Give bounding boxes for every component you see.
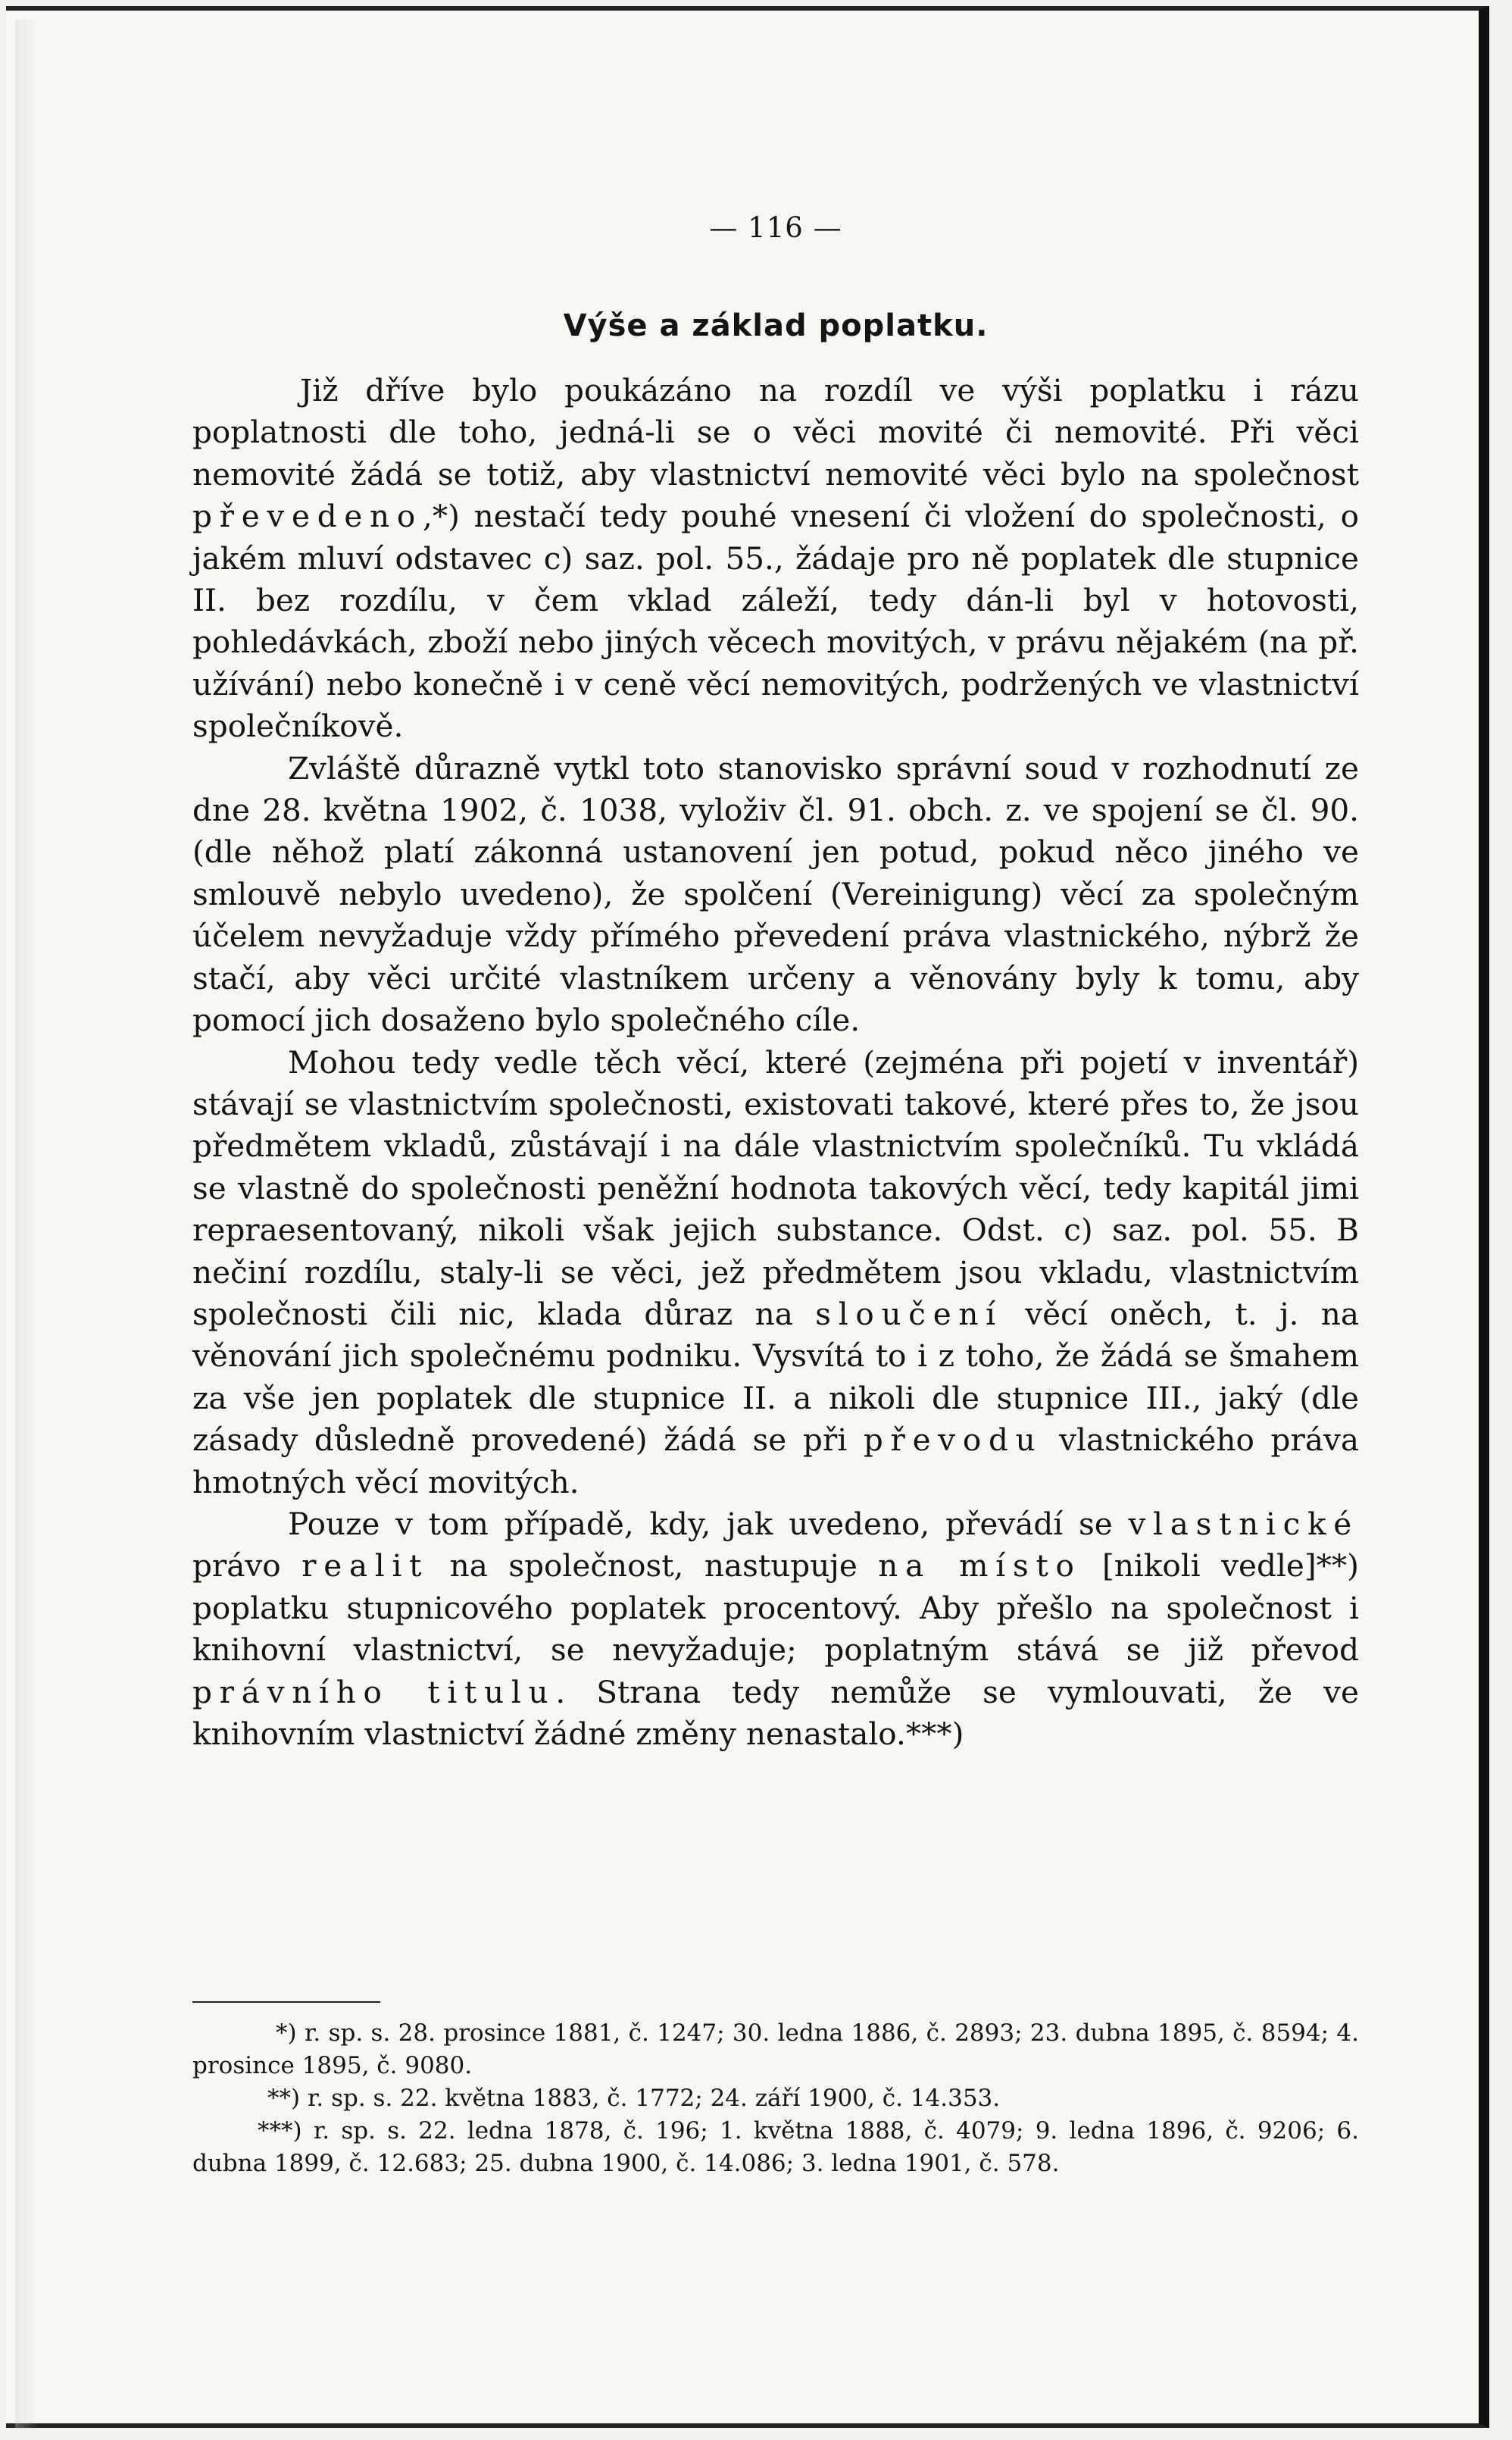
footnote: ***) r. sp. s. 22. ledna 1878, č. 196; 1. května 1888, č. 4079; 9. ledna 1896, č. 9206; 6. dubna 1899, č. 12.683; 25. dubna 1900, č. 14.086; 3. ledna 1901, č. 578.	[192, 2117, 1359, 2177]
page-number: — 116 —	[709, 211, 842, 244]
spaced-emphasis: právního titulu	[192, 1673, 556, 1710]
footnote-divider	[192, 2001, 380, 2003]
body-text	[192, 370, 1359, 1755]
spaced-emphasis: realit	[301, 1547, 430, 1584]
section-heading: Výše a základ poplatku.	[563, 308, 989, 343]
spaced-emphasis: na místo	[878, 1547, 1082, 1584]
paragraph: Pouze v tom případě, kdy, jak uvedeno, převádí se vlastnické právo realit na společnost, nastupuje na místo [nikoli vedle]**) poplatku stupnicového poplatek procentový. Aby přešlo na společnost i knihovní vlastnictví, se nevyžaduje; poplatným stává se již převod právního titulu. Strana tedy nemůže se vymlouvati, že ve knihovním vlastnictví žádné změny nenastalo.***)	[192, 1505, 1359, 1752]
spaced-emphasis: vlastnické	[1128, 1505, 1359, 1542]
footnotes	[192, 2017, 1359, 2180]
paragraph: Mohou tedy vedle těch věcí, které (zejména při pojetí v inventář) stávají se vlastnictvím společnosti, existovati takové, které přes to, že jsou předmětem vkladů, zůstávají i na dále vlastnictvím společníků. Tu vkládá se vlastně do společnosti peněžní hodnota takových věcí, tedy kapitál jimi repraesentovaný, nikoli však jejich substance. Odst. c) saz. pol. 55. B nečiní rozdílu, staly-li se věci, jež předmětem jsou vkladu, vlastnictvím společnosti čili nic, klada důraz na sloučení věcí oněch, t. j. na věnování jich společnému podniku. Vysvítá to i z toho, že žádá se šmahem za vše jen poplatek dle stupnice II. a nikoli dle stupnice III., jaký (dle zásady důsledně provedené) žádá se při převodu vlastnického práva hmotných věcí movitých.	[192, 1043, 1360, 1500]
paragraph: Již dříve bylo poukázáno na rozdíl ve výši poplatku i rázu poplatnosti dle toho, jedná-li se o věci movité či nemovité. Při věci nemovité žádá se totiž, aby vlastnictví nemovité věci bylo na společnost převedeno,*) nestačí tedy pouhé vnesení či vložení do společnosti, o jakém mluví odstavec c) saz. pol. 55., žádaje pro ně poplatek dle stupnice II. bez rozdílu, v čem vklad záleží, tedy dán-li byl v hotovosti, pohledávkách, zboží nebo jiných věcech movitých, v právu nějakém (na př. užívání) nebo konečně i v ceně věcí nemovitých, podržených ve vlastnictví společníkově.	[192, 372, 1359, 745]
scanned-page	[6, 6, 1489, 2428]
spaced-emphasis: převodu	[863, 1422, 1043, 1459]
footnote: **) r. sp. s. 22. května 1883, č. 1772; 24. září 1900, č. 14.353.	[267, 2085, 1001, 2112]
paragraph: Zvláště důrazně vytkl toto stanovisko správní soud v rozhodnutí ze dne 28. května 1902, č. 1038, vyloživ čl. 91. obch. z. ve spojení se čl. 90. (dle něhož platí zákonná ustanovení jen potud, pokud něco jiného ve smlouvě nebylo uvedeno), že spolčení (Vereinigung) věcí za společným účelem nevyžaduje vždy přímého převedení práva vlastnického, nýbrž že stačí, aby věci určité vlastníkem určeny a věnovány byly k tomu, aby pomocí jich dosaženo bylo společného cíle.	[192, 749, 1359, 1039]
scan-edge-shadow	[15, 20, 38, 2429]
spaced-emphasis: převedeno	[192, 498, 423, 535]
spaced-emphasis: sloučení	[815, 1295, 1003, 1332]
footnote: *) r. sp. s. 28. prosince 1881, č. 1247; 30. ledna 1886, č. 2893; 23. dubna 1895, č. 8594; 4. prosince 1895, č. 9080.	[192, 2019, 1359, 2079]
